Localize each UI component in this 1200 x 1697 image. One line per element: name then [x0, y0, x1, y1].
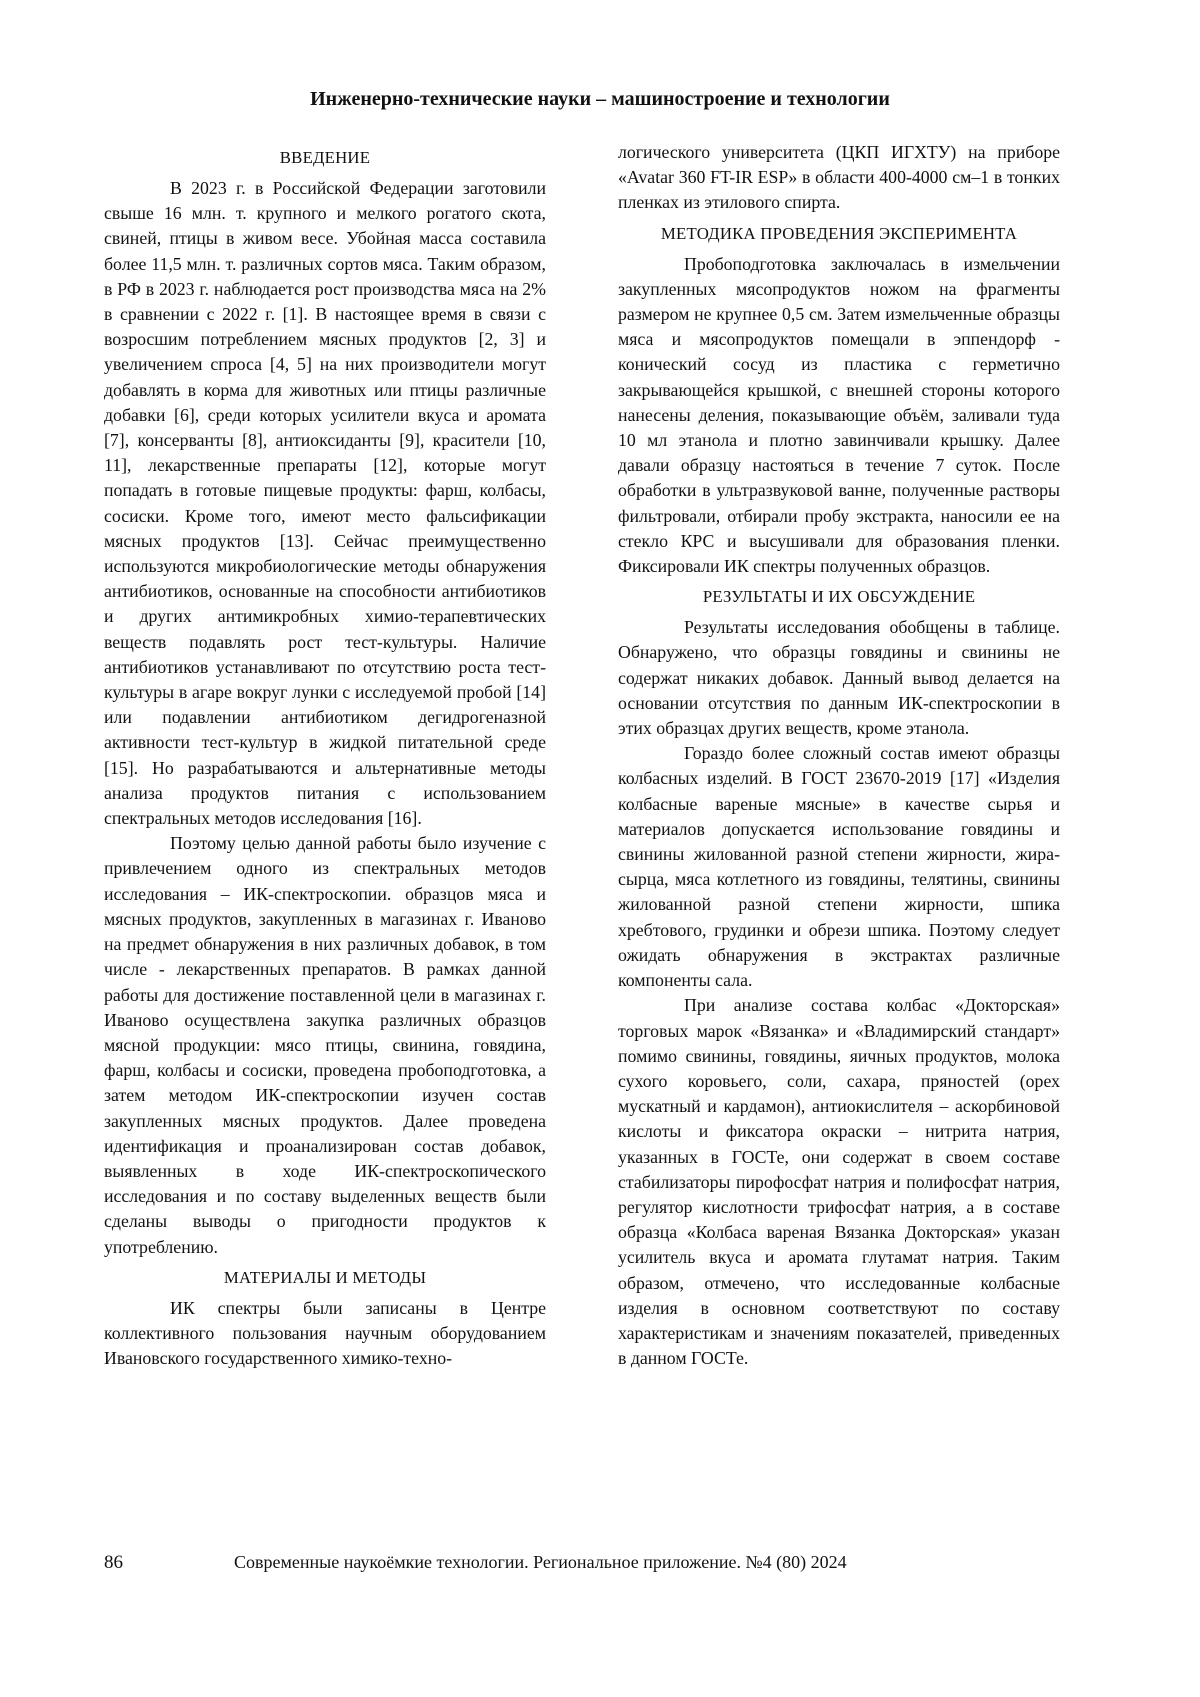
page-number: 86	[104, 1552, 123, 1573]
paragraph: Результаты исследования обобщены в таблице. Обнаружено, что образцы говядины и свинины не содержат никаких добавок. Данный вывод делается на основании отсутствия по данным ИК-спектроскопии в этих образцах других веществ, кроме этанола.	[618, 617, 1060, 739]
right-column	[618, 140, 1060, 1371]
paragraph: ИК спектры были записаны в Центре коллективного пользования научным оборудованием Ивановского государственного химико-техно-	[104, 1297, 546, 1369]
paragraph-continued: логического университета (ЦКП ИГХТУ) на приборе «Avatar 360 FT-IR ESP» в области 400-4000 см–1 в тонких пленках из этилового спирта.	[618, 142, 1060, 213]
section-heading-method: МЕТОДИКА ПРОВЕДЕНИЯ ЭКСПЕРИМЕНТА	[660, 223, 1018, 243]
paragraph: При анализе состава колбас «Докторская» торговых марок «Вязанка» и «Владимирский стандарт» помимо свинины, говядины, яичных продуктов, молока сухого коровьего, соли, сахара, пряностей (орех мускатный и кардамон), антиокислителя – аскорбиновой кислоты и фиксатора окраски – нитрита натрия, указанных в ГОСТе, они содержат в своем составе стабилизаторы пирофосфат натрия и полифосфат натрия, регулятор кислотности трифосфат натрия, а в составе образца «Колбаса вареная Вязанка Докторская» указан усилитель вкуса и аромата глутамат натрия. Таким образом, отмечено, что исследованные колбасные изделия в основном соответствуют по составу характеристикам и значениям показателей, приведенных в данном ГОСТе.	[618, 995, 1060, 1369]
left-column	[104, 140, 546, 1371]
paragraph: Пробоподготовка заключалась в измельчении закупленных мясопродуктов ножом на фрагменты размером не крупнее 0,5 см. Затем измельченные образцы мяса и мясопродуктов помещали в эппендорф - конический сосуд из пластика с герметично закрывающейся крышкой, с внешней стороны которого нанесены деления, показывающие объём, заливали туда 10 мл этанола и плотно завинчивали крышку. Далее давали образцу настояться в течение 7 суток. После обработки в ультразвуковой ванне, полученные растворы фильтровали, отбирали пробу экстракта, наносили ее на стекло КРС и высушивали для образования пленки. Фиксировали ИК спектры полученных образцов.	[618, 253, 1060, 577]
section-heading-results: РЕЗУЛЬТАТЫ И ИХ ОБСУЖДЕНИЕ	[702, 587, 976, 607]
section-heading-materials: МАТЕРИАЛЫ И МЕТОДЫ	[223, 1267, 427, 1287]
paragraph: В 2023 г. в Российской Федерации заготовили свыше 16 млн. т. крупного и мелкого рогатого скота, свиней, птицы в живом весе. Убойная масса составила более 11,5 млн. т. различных сортов мяса. Таким образом, в РФ в 2023 г. наблюдается рост производства мяса на 2% в сравнении с 2022 г. [1]. В настоящее время в связи с возросшим потреблением мясных продуктов [2, 3] и увеличением спроса [4, 5] на них производители могут добавлять в корма для животных или птицы различные добавки [6], среди которых усилители вкуса и аромата [7], консерванты [8], антиоксиданты [9], красители [10, 11], лекарственные препараты [12], которые могут попадать в готовые пищевые продукты: фарш, колбасы, сосиски. Кроме того, имеют место фальсификации мясных продуктов [13]. Сейчас преимущественно используются микробиологические методы обнаружения антибиотиков, основанные на способности антибиотиков и других антимикробных химио-терапевтических веществ подавлять рост тест-культуры. Наличие антибиотиков устанавливают по отсутствию роста тест-культуры в агаре вокруг лунки с исследуемой пробой [14] или подавлении антибиотиком дегидрогеназной активности тест-культур в жидкой питательной среде [15]. Но разрабатываются и альтернативные методы анализа продуктов питания с использованием спектральных методов исследования [16].	[104, 178, 546, 829]
section-heading-introduction: ВВЕДЕНИЕ	[279, 148, 371, 167]
running-header: Инженерно-технические науки – машиностроение и технологии	[310, 88, 890, 110]
paragraph: Поэтому целью данной работы было изучение с привлечением одного из спектральных методов исследования – ИК-спектроскопии. образцов мяса и мясных продуктов, закупленных в магазинах г. Иваново на предмет обнаружения в них различных добавок, в том числе - лекарственных препаратов. В рамках данной работы для достижение поставленной цели в магазинах г. Иваново осуществлена закупка различных образцов мясной продукции: мясо птицы, свинина, говядина, фарш, колбасы и сосиски, проведена пробоподготовка, а затем методом ИК-спектроскопии изучен состав закупленных мясных продуктов. Далее проведена идентификация и проанализирован состав добавок, выявленных в ходе ИК-спектроскопического исследования и по составу выделенных веществ были сделаны выводы о пригодности продуктов к употреблению.	[104, 833, 546, 1257]
paragraph: Гораздо более сложный состав имеют образцы колбасных изделий. В ГОСТ 23670-2019 [17] «Изделия колбасные вареные мясные» в качестве сырья и материалов допускается использование говядины и свинины жилованной разной степени жирности, жира-сырца, мяса котлетного из говядины, телятины, свинины жилованной разной степени жирности, шпика хребтового, грудинки и обрези шпика. Поэтому следует ожидать обнаружения в экстрактах различные компоненты сала.	[618, 743, 1060, 991]
journal-title: Современные наукоёмкие технологии. Региональное приложение. №4 (80) 2024	[234, 1552, 847, 1572]
